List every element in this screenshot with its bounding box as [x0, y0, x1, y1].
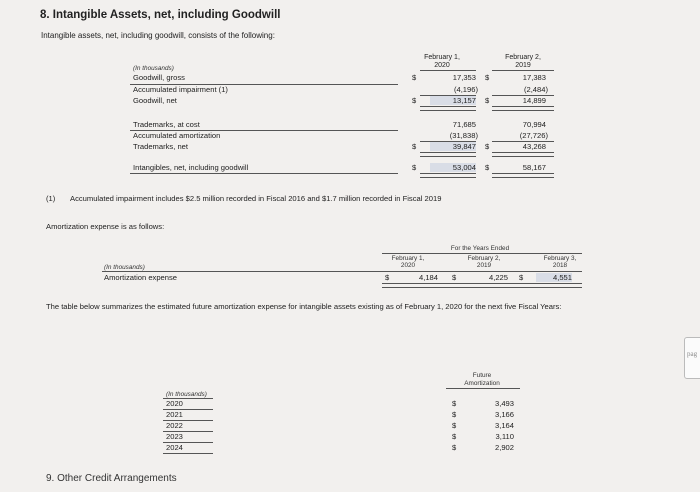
section-8-intro: Intangible assets, net, including goodwill, consists of the following:: [41, 31, 275, 40]
row-label-goodwill-net: Goodwill, net: [133, 96, 177, 105]
page-edge-tab[interactable]: [684, 337, 700, 379]
col-header-feb2018-line1: February 3,: [543, 255, 577, 262]
value-trademarks-net-2019: 43,268: [522, 142, 546, 151]
value-amortization-2018: 4,551: [536, 273, 572, 282]
dollar-sign: $: [485, 163, 490, 172]
future-amortization-intro: The table below summarizes the estimated future amortization expense for intangible assets existing as of February 1, 2020 for the next five Fiscal Years:: [46, 302, 562, 311]
col-header-feb2019-line2: 2019: [515, 62, 531, 69]
section-8-title: 8. Intangible Assets, net, including Goodwill: [40, 9, 281, 21]
row-label-accumulated-impairment: Accumulated impairment (1): [133, 85, 228, 94]
dollar-sign: $: [485, 96, 490, 105]
units-label: (In thousands): [104, 264, 145, 271]
value-impairment-2020: (4,196): [453, 85, 478, 94]
col-header-feb2019-line2: 2019: [476, 262, 492, 269]
col-header-feb2019-line1: February 2,: [505, 54, 541, 61]
dollar-sign: $: [452, 399, 457, 408]
dollar-sign: $: [385, 273, 390, 282]
dollar-sign: $: [412, 73, 417, 82]
dollar-sign: $: [485, 73, 490, 82]
dollar-sign: $: [519, 273, 524, 282]
value-goodwill-net-2019: 14,899: [522, 96, 546, 105]
value-intangibles-net-2019: 58,167: [522, 163, 546, 172]
dollar-sign: $: [485, 142, 490, 151]
value-intangibles-net-2020: 53,004: [430, 163, 476, 172]
value-goodwill-net-2020: 13,157: [430, 96, 476, 105]
year-2023: 2023: [166, 432, 183, 441]
dollar-sign: $: [412, 163, 417, 172]
page-edge-tab-label: pag: [687, 350, 698, 358]
units-label: (In thousands): [166, 391, 207, 398]
col-header-feb2020-line1: February 1,: [391, 255, 425, 262]
value-future-2021: 3,166: [494, 410, 514, 419]
row-label-trademarks-net: Trademarks, net: [133, 142, 189, 151]
dollar-sign: $: [452, 421, 457, 430]
row-label-intangibles-net: Intangibles, net, including goodwill: [133, 163, 249, 172]
col-header-feb2020-line1: February 1,: [424, 54, 460, 61]
value-amortization-2020: 4,184: [418, 273, 438, 282]
row-label-trademarks-cost: Trademarks, at cost: [133, 120, 200, 129]
section-9-title: 9. Other Credit Arrangements: [46, 473, 177, 484]
units-label: (In thousands): [133, 65, 174, 72]
future-header-line1: Future: [472, 372, 492, 379]
amortization-intro: Amortization expense is as follows:: [46, 222, 165, 231]
value-future-2024: 2,902: [494, 443, 514, 452]
dollar-sign: $: [412, 96, 417, 105]
dollar-sign: $: [452, 410, 457, 419]
row-label-accumulated-amortization: Accumulated amortization: [133, 131, 221, 140]
value-amortization-2019: (27,726): [519, 131, 548, 140]
row-label-goodwill-gross: Goodwill, gross: [133, 73, 185, 82]
col-header-feb2020-line2: 2020: [400, 262, 416, 269]
value-trademarks-net-2020: 39,847: [430, 142, 476, 151]
value-goodwill-gross-2019: 17,383: [522, 73, 546, 82]
dollar-sign: $: [452, 273, 457, 282]
value-impairment-2019: (2,484): [523, 85, 548, 94]
value-future-2020: 3,493: [494, 399, 514, 408]
value-future-2023: 3,110: [495, 432, 514, 441]
value-future-2022: 3,164: [494, 421, 514, 430]
dollar-sign: $: [452, 443, 457, 452]
year-2024: 2024: [166, 443, 183, 452]
value-amortization-2020: (31,838): [449, 131, 478, 140]
value-goodwill-gross-2020: 17,353: [452, 73, 476, 82]
year-2021: 2021: [166, 410, 183, 419]
value-amortization-2019: 4,225: [488, 273, 508, 282]
value-trademarks-cost-2020: 71,685: [452, 120, 476, 129]
col-header-feb2018-line2: 2018: [552, 262, 568, 269]
future-header-line2: Amortization: [464, 380, 500, 387]
col-header-feb2019-line1: February 2,: [467, 255, 501, 262]
year-2022: 2022: [166, 421, 183, 430]
period-header: For the Years Ended: [450, 245, 510, 252]
row-label-amortization-expense: Amortization expense: [104, 273, 178, 282]
dollar-sign: $: [412, 142, 417, 151]
col-header-feb2020-line2: 2020: [434, 62, 450, 69]
year-2020: 2020: [166, 399, 183, 408]
footnote-text: Accumulated impairment includes $2.5 million recorded in Fiscal 2016 and $1.7 million recorded in Fiscal 2019: [70, 194, 442, 203]
dollar-sign: $: [452, 432, 457, 441]
value-trademarks-cost-2019: 70,994: [522, 120, 546, 129]
footnote-marker: (1): [46, 194, 56, 203]
